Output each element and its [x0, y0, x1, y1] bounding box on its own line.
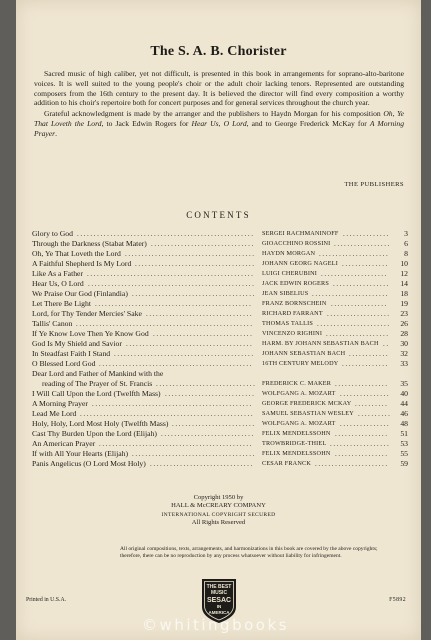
toc-page-number: 48: [400, 419, 408, 428]
rights-reserved: All Rights Reserved: [191, 519, 246, 527]
toc-title: A Faithful Shepherd Is My Lord: [32, 259, 132, 268]
toc-leader-dots: .....................................................: [76, 320, 254, 328]
toc-title: An American Prayer: [32, 439, 96, 448]
toc-leader-dots: ...............: [340, 420, 391, 428]
toc-composer: 16TH CENTURY MELODY: [262, 360, 339, 367]
toc-composer: SAMUEL SEBASTIAN WESLEY: [262, 410, 354, 417]
toc-row: [32, 409, 408, 419]
toc-leader-dots: ..................: [330, 440, 391, 448]
toc-title: We Praise Our God (Finlandia): [32, 289, 128, 298]
toc-row: [32, 239, 408, 249]
seal-text-4: IN: [216, 604, 222, 609]
toc-row: [32, 279, 408, 289]
toc-title: Let There Be Light: [32, 299, 91, 308]
toc-row: [32, 269, 408, 279]
toc-row: [32, 389, 408, 399]
intro-text: [34, 68, 404, 139]
toc-page-number: 14: [400, 279, 408, 288]
toc-leader-dots: ................................: [146, 310, 254, 318]
publishers-signature: THE PUBLISHERS: [344, 181, 404, 188]
toc-leader-dots: .....................................: [132, 290, 256, 298]
toc-title: Holy, Holy, Lord Most Holy (Twelfth Mass): [32, 419, 169, 428]
intro-paragraph-2: [34, 109, 404, 138]
ack-title-rogers: Hear Us, O Lord: [191, 118, 247, 128]
toc-leader-dots: ...............................................: [95, 300, 253, 308]
toc-composer: FRANZ BORNSCHEIN: [262, 300, 327, 307]
toc-leader-dots: ......................: [315, 460, 389, 468]
toc-row: [32, 459, 408, 469]
toc-title: Like As a Father: [32, 269, 84, 278]
seal-text-5: AMERICA: [208, 610, 230, 615]
book-page: [16, 0, 421, 640]
toc-leader-dots: ...................: [326, 330, 390, 338]
toc-row: [32, 309, 408, 319]
toc-page-number: 51: [400, 429, 408, 438]
toc-row: [32, 449, 408, 459]
toc-leader-dots: ...............: [340, 390, 391, 398]
toc-page-number: 8: [404, 249, 408, 258]
toc-page-number: 18: [400, 289, 408, 298]
toc-page-number: 40: [400, 389, 408, 398]
toc-leader-dots: ................: [335, 380, 389, 388]
toc-leader-dots: ..............: [342, 360, 389, 368]
toc-leader-dots: ..................................................: [87, 270, 255, 278]
toc-page-number: 19: [400, 299, 408, 308]
toc-leader-dots: ....................: [321, 270, 388, 278]
toc-title: Lead Me Lord: [32, 409, 77, 418]
toc-leader-dots: .......................: [312, 290, 390, 298]
toc-page-number: 3: [404, 229, 408, 238]
toc-leader-dots: ..................................................: [88, 280, 256, 288]
seal-text-1: THE BEST: [206, 584, 232, 590]
toc-leader-dots: ..: [383, 340, 390, 348]
toc-composer: FREDERICK C. MAKER: [262, 380, 332, 387]
toc-leader-dots: ................................................: [92, 400, 253, 408]
toc-page-number: 35: [400, 379, 408, 388]
toc-title: O Blessed Lord God: [32, 359, 96, 368]
toc-leader-dots: ......................................: [126, 340, 254, 348]
copyright-secured: INTERNATIONAL COPYRIGHT SECURED: [161, 511, 276, 518]
toc-leader-dots: .................: [333, 280, 390, 288]
toc-row: [32, 259, 408, 269]
toc-leader-dots: .................: [334, 240, 391, 248]
toc-leader-dots: ..............: [343, 230, 390, 238]
toc-leader-dots: ..........................................: [114, 350, 255, 358]
ack-text-4: .: [55, 128, 57, 138]
ack-text-1: Grateful acknowledgment is made by the arranger and the publishers to Haydn Morgan for his composition: [44, 109, 384, 119]
toc-composer: THOMAS TALLIS: [262, 320, 313, 327]
toc-row: [32, 429, 408, 439]
toc-title: Cast Thy Burden Upon the Lord (Elijah): [32, 429, 157, 438]
toc-page-number: 55: [400, 449, 408, 458]
toc-leader-dots: .....................................................: [77, 230, 255, 238]
toc-row: [32, 369, 408, 379]
toc-row: [32, 399, 408, 409]
toc-leader-dots: ..............................: [156, 380, 257, 388]
table-of-contents: [32, 229, 408, 469]
toc-leader-dots: ....................................................: [80, 410, 255, 418]
toc-leader-dots: .................: [331, 300, 388, 308]
toc-composer: GIOACCHINO ROSSINI: [262, 240, 331, 247]
toc-composer: FELIX MENDELSSOHN: [262, 430, 331, 437]
toc-row: [32, 229, 408, 239]
toc-row: [32, 289, 408, 299]
toc-page-number: 23: [400, 309, 408, 318]
toc-leader-dots: .....................................: [132, 450, 256, 458]
toc-leader-dots: .....................: [319, 250, 390, 258]
toc-leader-dots: ......................: [317, 320, 391, 328]
toc-title: Oh, Ye That Loveth the Lord: [32, 249, 121, 258]
toc-title: Glory to God: [32, 229, 73, 238]
toc-row: [32, 319, 408, 329]
toc-page-number: 10: [400, 259, 408, 268]
toc-title: Lord, for Thy Tender Mercies' Sake: [32, 309, 142, 318]
toc-leader-dots: ..........: [358, 410, 392, 418]
ack-text-3: , and to George Frederick McKay for: [246, 118, 370, 128]
toc-composer: LUIGI CHERUBINI: [262, 270, 318, 277]
toc-composer: GEORGE FREDERICK MCKAY: [262, 400, 352, 407]
toc-leader-dots: ...................: [327, 310, 391, 318]
toc-page-number: 30: [400, 339, 408, 348]
toc-page-number: 6: [404, 239, 408, 248]
toc-leader-dots: .........................: [172, 420, 256, 428]
toc-leader-dots: ..............: [342, 260, 389, 268]
toc-composer: WOLFGANG A. MOZART: [262, 420, 336, 427]
toc-title: Dear Lord and Father of Mankind with the: [32, 369, 164, 378]
toc-leader-dots: ................: [335, 430, 389, 438]
copyright-block: [16, 494, 421, 528]
toc-leader-dots: ............................: [161, 430, 255, 438]
toc-row: [32, 329, 408, 339]
toc-title: God Is My Shield and Savior: [32, 339, 122, 348]
catalog-code: F5892: [389, 597, 406, 603]
intro-paragraph-1: Sacred music of high caliber, yet not difficult, is presented in this book in arrangements for soprano-alto-baritone voices. It is well suited to the young people's choir or the adult choir lacking tenors. Represented are outstanding composers from the 16th century to the present day. It is believed the director will find every composition a worthy addition to his choir's repertoire both for concert purposes and for general services throughout the church year.: [34, 69, 404, 108]
toc-title: If Ye Know Love Then Ye Know God: [32, 329, 149, 338]
toc-composer: SERGEI RACHMANINOFF: [262, 230, 339, 237]
watermark-text: ©whitingbooks: [142, 616, 289, 634]
copyright-notice: All original compositions, texts, arrangements, and harmonizations in this book are covered by the above copyrights; therefore, there can be no reproduction by any process whatsoever without liability for infringement.: [120, 546, 378, 560]
toc-leader-dots: ..............................................: [99, 360, 254, 368]
toc-leader-dots: ............: [349, 350, 390, 358]
ack-title-morgan: Oh, Ye That Loveth the Lord: [34, 109, 404, 128]
toc-title: Through the Darkness (Stabat Mater): [32, 239, 147, 248]
toc-leader-dots: ..............................................: [99, 440, 254, 448]
toc-page-number: 12: [400, 269, 408, 278]
printed-in-label: Printed in U.S.A.: [26, 597, 67, 603]
toc-composer: JOHANN GEORG NAGELI: [262, 260, 338, 267]
toc-title: Tallis' Canon: [32, 319, 73, 328]
page-title: The S. A. B. Chorister: [150, 44, 287, 59]
toc-row: [32, 379, 408, 389]
toc-leader-dots: ................: [335, 450, 389, 458]
toc-composer: RICHARD FARRANT: [262, 310, 323, 317]
toc-row: [32, 419, 408, 429]
toc-row: [32, 249, 408, 259]
toc-title: If with All Your Hearts (Elijah): [32, 449, 129, 458]
toc-title: Panis Angelicus (O Lord Most Holy): [32, 459, 146, 468]
ack-text-2: , to Jack Edwin Rogers for: [101, 118, 192, 128]
toc-row: [32, 299, 408, 309]
toc-page-number: 53: [400, 439, 408, 448]
toc-title: Hear Us, O Lord: [32, 279, 84, 288]
toc-composer: JOHANN SEBASTIAN BACH: [262, 350, 346, 357]
toc-page-number: 32: [400, 349, 408, 358]
toc-composer: TROWBRIDGE-THIEL: [262, 440, 327, 447]
toc-title: In Steadfast Faith I Stand: [32, 349, 111, 358]
contents-heading: CONTENTS: [186, 210, 251, 220]
toc-page-number: 59: [400, 459, 408, 468]
toc-composer: HARM. BY JOHANN SEBASTIAN BACH: [262, 340, 379, 347]
toc-title: A Morning Prayer: [32, 399, 88, 408]
toc-composer: JEAN SIBELIUS: [262, 290, 309, 297]
publisher-name: HALL & McCREARY COMPANY: [171, 502, 266, 510]
seal-text-2: MUSIC: [210, 590, 228, 596]
toc-page-number: 44: [400, 399, 408, 408]
copyright-line: Copyright 1950 by: [193, 494, 244, 501]
toc-composer: FELIX MENDELSSOHN: [262, 450, 331, 457]
toc-row: [32, 349, 408, 359]
toc-composer: JACK EDWIN ROGERS: [262, 280, 329, 287]
toc-row: [32, 339, 408, 349]
toc-composer: HAYDN MORGAN: [262, 250, 316, 257]
toc-page-number: 46: [400, 409, 408, 418]
toc-page-number: 28: [400, 329, 408, 338]
ack-title-mckay: A Morning Prayer: [34, 118, 404, 138]
seal-text-3: SESAC: [206, 597, 232, 604]
toc-title: I Will Call Upon the Lord (Twelfth Mass): [32, 389, 161, 398]
toc-leader-dots: ...........................: [165, 390, 256, 398]
toc-leader-dots: .......................................: [125, 250, 256, 258]
toc-page-number: 26: [400, 319, 408, 328]
toc-title: reading of The Prayer of St. Francis: [42, 379, 153, 388]
toc-leader-dots: ...............................: [150, 460, 254, 468]
toc-composer: VINCENZO RIGHINI: [262, 330, 323, 337]
toc-row: [32, 359, 408, 369]
toc-leader-dots: ....................................: [135, 260, 256, 268]
toc-leader-dots: ..........: [355, 400, 389, 408]
toc-leader-dots: ...............................: [151, 240, 255, 248]
toc-leader-dots: ..............................: [153, 330, 254, 338]
toc-page-number: 33: [400, 359, 408, 368]
toc-composer: CESAR FRANCK: [262, 460, 311, 467]
toc-row: [32, 439, 408, 449]
toc-composer: WOLFGANG A. MOZART: [262, 390, 336, 397]
